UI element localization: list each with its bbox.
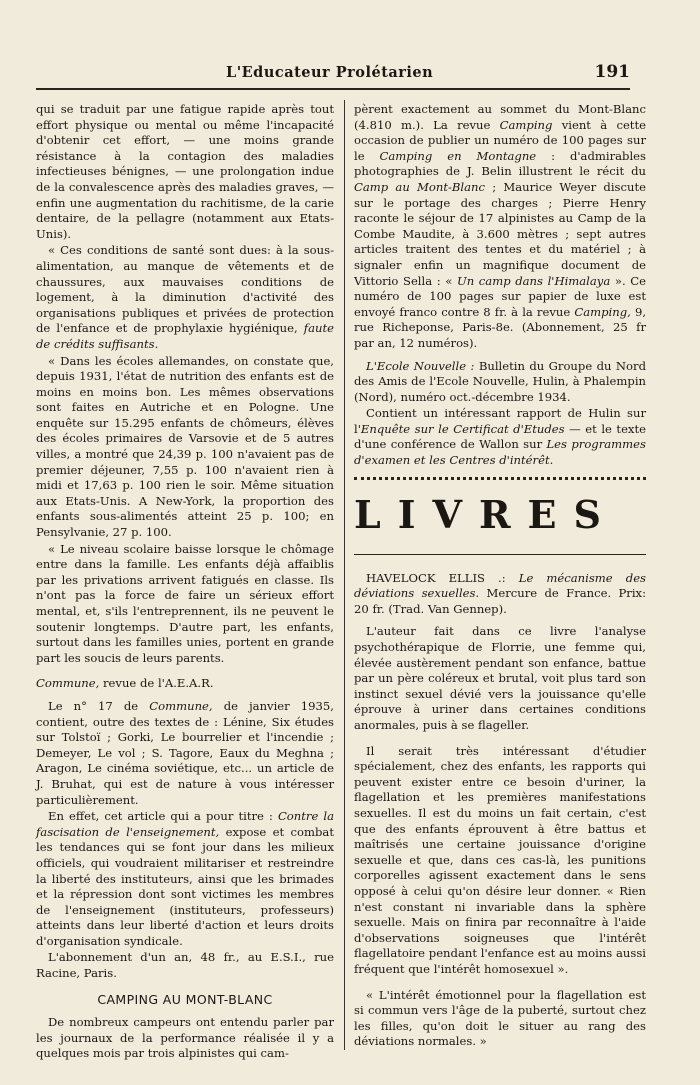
paragraph: « Ces conditions de santé sont dues: à la sous-alimentation, au manque de vêtements et de chaussures, aux mauvaises conditions de logement, à la diminution d'activité des organisations publiques et privées de protection de l'enfance et de prophylaxie hygiénique, faute de crédits suffisants. — [36, 243, 334, 351]
paragraph: « L'intérêt émotionnel pour la flagellation est si commun vers l'âge de la puberté, surtout chez les filles, qu'on doit le situer au rang des déviations normales. » — [354, 987, 646, 1049]
paragraph: « Le niveau scolaire baisse lorsque le chômage entre dans la famille. Les enfants déjà affaiblis par les privations arrivent fatigués en classe. Ils n'ont pas la force de faire un sérieux effort mental, et, s'ils l'entreprennent, ils ne peuvent le soutenir longtemps. D'autre part, les enfants, surtout dans les familles unies, portent en grande part les soucis de leurs parents. — [36, 541, 334, 665]
paragraph: Le n° 17 de Commune, de janvier 1935, contient, outre des textes de : Lénine, Six études sur Tolstoï ; Gorki, Le bourrelier et l'incendie ; Demeyer, Le vol ; S. Tagore, Eaux du Meghna ; Aragon, Le cinéma soviétique, etc... un article de J. Bruhat, qui est de nature à vous intéresser particulièrement. — [36, 698, 334, 807]
paragraph: L'Ecole Nouvelle : Bulletin du Groupe du Nord des Amis de l'Ecole Nouvelle, Hulin, à Phalempin (Nord), numéro oct.-décembre 1934. — [354, 358, 646, 404]
paragraph: pèrent exactement au sommet du Mont-Blanc (4.810 m.). La revue Camping vient à cette occasion de publier un numéro de 100 pages sur le Camping en Montagne : d'admirables photographies de J. Belin illustrent le récit du Camp au Mont-Blanc ; Maurice Weyer discute sur le portage des charges ; Pierre Henry raconte le séjour de 17 alpinistes au Camp de la Combe Maudite, à 3.600 mètres ; sept autres articles traitent des tentes et du matériel ; à signaler enfin un magnifique document de Vittorio Sella : « Un camp dans l'Himalaya ». Ce numéro de 100 pages sur papier de luxe est envoyé franco contre 8 fr. à la revue Camping, 9, rue Richeponse, Paris-8e. (Abonnement, 25 fr par an, 12 numéros). — [354, 102, 647, 350]
paragraph: L'abonnement d'un an, 48 fr., au E.S.I., rue Racine, Paris. — [36, 950, 334, 981]
page-header — [36, 58, 630, 90]
section-rule — [354, 554, 646, 555]
camping-heading: CAMPING AU MONT-BLANC — [97, 991, 273, 1007]
paragraph: Contient un intéressant rapport de Hulin sur l'Enquête sur le Certificat d'Etudes — et le texte d'une conférence de Wallon sur Les programmes d'examen et les Centres d'intérêt. — [354, 406, 646, 468]
journal-title: L'Educateur Prolétarien — [226, 64, 434, 81]
paragraph: De nombreux campeurs ont entendu parler par les journaux de la performance réalisée il y a quelques mois par trois alpinistes qui cam- — [36, 1015, 334, 1061]
paragraph: qui se traduit par une fatigue rapide après tout effort physique ou mental ou même l'incapacité d'obtenir cet effort, — une moins grande résistance à la contagion des maladies infectieuses bénignes, — une prolongation indue de la convalescence après des maladies graves, — enfin une augmentation du rachitisme, de la carie dentaire, de la pellagre (notamment aux Etats-Unis). — [36, 102, 334, 241]
paragraph: En effet, cet article qui a pour titre : Contre la fascisation de l'enseignement, expose et combat les tendances qui se font jour dans les milieux officiels, qui voudraient militariser et restreindre la liberté des instituteurs, ainsi que les brimades et la répression dont sont victimes les membres de l'enseignement (instituteurs, professeurs) atteints dans leur liberté d'action et leurs droits d'organisation syndicale. — [36, 809, 334, 948]
paragraph: « Dans les écoles allemandes, on constate que, depuis 1931, l'état de nutrition des enfants est de moins en moins bon. Les mêmes observations sont faites en Autriche et en Pologne. Une enquête sur 15.295 enfants de chômeurs, élèves des écoles primaires de Varsovie et de 5 autres villes, a montré que 24,39 p. 100 n'avaient pas de premier déjeuner, 7,55 p. 100 n'avaient rien à midi et 17,63 p. 100 rien le soir. Même situation aux Etats-Unis. A New-York, la proportion des enfants sous-alimentés atteint 25 p. 100; en Pensylvanie, 27 p. 100. — [36, 353, 334, 540]
dotted-separator — [354, 477, 646, 480]
right-column — [354, 102, 646, 1052]
paragraph: L'auteur fait dans ce livre l'analyse psychothérapique de Florrie, une femme qui, élevée austèrement pendant son enfance, battue par un père coléreux et brutal, voit plus tard son instinct sexuel dévié vers la jouissance qu'elle éprouve à uriner dans certaines conditions anormales, puis à se flageller. — [354, 624, 646, 732]
livres-heading: LIVRES — [354, 491, 618, 537]
column-divider — [344, 100, 345, 1050]
page-number: 191 — [594, 62, 630, 82]
left-column — [36, 102, 334, 1061]
commune-title: Commune, revue de l'A.E.A.R. — [36, 676, 214, 691]
paragraph: Il serait très intéressant d'étudier spécialement, chez des enfants, les rapports qui peuvent exister entre ce besoin d'uriner, la flagellation et les premières manifestations sexuelles. Il est du moins un fait certain, c'est que des enfants éprouvent à être battus et maîtrisés une certaine jouissance d'origine sexuelle et que, dans ces cas-là, les punitions corporelles agissent exactement dans le sens opposé à celui qu'on désire leur donner. « Rien n'est constant ni invariable dans la sphère sexuelle. Mais on finira par reconnaître à l'aide d'observations soigneuses que l'intérêt flagellatoire pendant l'enfance est au moins aussi fréquent que l'intérêt homosexuel ». — [354, 743, 646, 976]
book-reference: HAVELOCK ELLIS .: Le mécanisme des déviations sexuelles. Mercure de France. Prix: 20 fr. (Trad. Van Gennep). — [354, 570, 646, 616]
